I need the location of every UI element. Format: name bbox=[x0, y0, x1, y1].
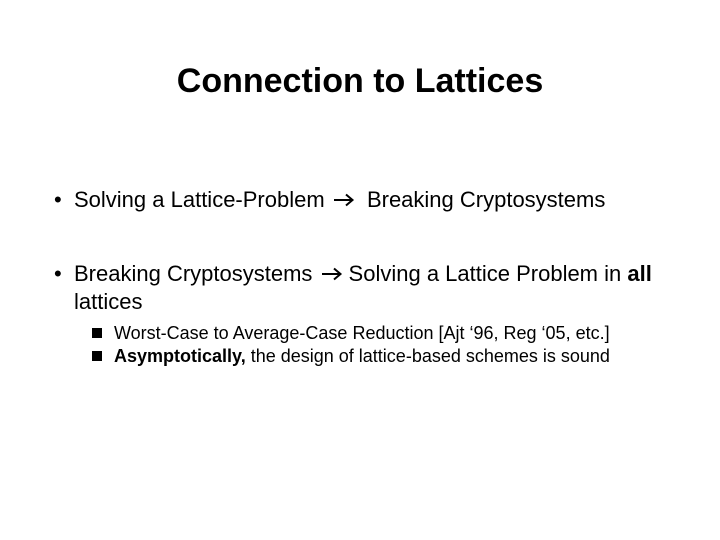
bullet-text-bold: all bbox=[627, 261, 652, 286]
bullet-marker: • bbox=[54, 187, 62, 212]
sub-bullet-text: Worst-Case to Average-Case Reduction [Ajt ‘96, Reg ‘05, etc.] bbox=[114, 323, 610, 343]
arrow-right-icon bbox=[321, 267, 343, 281]
square-bullet-icon bbox=[92, 351, 102, 361]
sub-bullet-text: the design of lattice-based schemes is sound bbox=[245, 346, 610, 366]
sub-bullet-item-2 bbox=[92, 345, 654, 368]
square-bullet-icon bbox=[92, 328, 102, 338]
arrow-right-icon bbox=[333, 193, 355, 207]
bullet-item-2 bbox=[54, 260, 654, 368]
bullet-text-before: Breaking Cryptosystems bbox=[74, 261, 313, 286]
bullet-text-end: lattices bbox=[74, 289, 143, 314]
sub-bullet-list bbox=[74, 322, 654, 368]
bullet-text-after: Solving a Lattice Problem in bbox=[348, 261, 628, 286]
sub-bullet-item-1 bbox=[92, 322, 654, 345]
bullet-marker: • bbox=[54, 261, 62, 286]
bullet-text-before: Solving a Lattice-Problem bbox=[74, 187, 325, 212]
bullet-item-1 bbox=[54, 186, 654, 214]
slide-title: Connection to Lattices bbox=[176, 62, 544, 100]
sub-bullet-bold: Asymptotically, bbox=[114, 346, 246, 366]
bullet-text-after: Breaking Cryptosystems bbox=[366, 187, 606, 212]
bullet-list bbox=[54, 186, 654, 368]
